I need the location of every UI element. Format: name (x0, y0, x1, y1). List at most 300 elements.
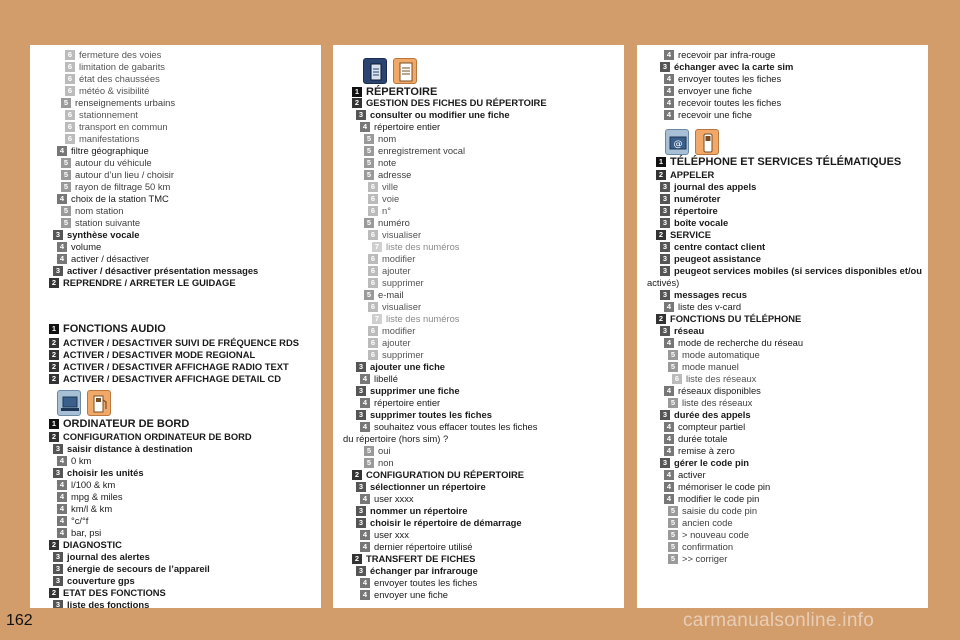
level-badge: 4 (57, 456, 67, 466)
column-2 (333, 45, 624, 608)
menu-item-label: limitation de gabarits (79, 61, 165, 72)
menu-item-level-3 (30, 599, 321, 608)
menu-item-label: ajouter (382, 337, 411, 348)
menu-item-level-4 (637, 433, 928, 445)
menu-item-label: visualiser (382, 229, 422, 240)
menu-item-label: user xxx (374, 529, 409, 540)
menu-item-label: libellé (374, 373, 398, 384)
menu-item-label: choisir le répertoire de démarrage (370, 517, 522, 528)
menu-item-level-3 (637, 289, 928, 301)
menu-item-level-6 (30, 133, 321, 145)
level-badge: 1 (352, 87, 362, 97)
menu-item-level-4 (333, 421, 624, 433)
menu-item-label: couverture gps (67, 575, 135, 586)
level-badge: 5 (668, 542, 678, 552)
menu-item-label: choix de la station TMC (71, 193, 169, 204)
menu-item-level-6 (333, 193, 624, 205)
menu-item-level-4 (637, 481, 928, 493)
menu-item-level-2 (30, 361, 321, 373)
menu-item-level-4 (30, 491, 321, 503)
menu-item-level-4 (637, 97, 928, 109)
menu-item-label: messages recus (674, 289, 747, 300)
menu-item-level-3 (637, 241, 928, 253)
fuel-pump-icon (87, 390, 111, 416)
level-badge: 4 (57, 242, 67, 252)
menu-item-level-5 (333, 457, 624, 469)
menu-item-label: peugeot services mobiles (si services disponibles et/ou (674, 265, 923, 276)
menu-item-level-5 (637, 541, 928, 553)
menu-item-label: liste des numéros (386, 313, 460, 324)
level-badge: 4 (664, 74, 674, 84)
menu-item-level-5 (333, 445, 624, 457)
menu-item-label: boîte vocale (674, 217, 729, 228)
mobile-phone-icon (695, 129, 719, 155)
menu-item-level-3 (30, 575, 321, 587)
menu-item-label: mpg & miles (71, 491, 123, 502)
menu-item-label: l/100 & km (71, 479, 116, 490)
menu-item-label: nom station (75, 205, 124, 216)
level-badge: 3 (660, 62, 670, 72)
menu-item-label: supprimer (382, 349, 424, 360)
menu-item-level-1 (30, 322, 321, 336)
level-badge: 2 (49, 432, 59, 442)
level-badge: 7 (372, 242, 382, 252)
level-badge: 3 (356, 362, 366, 372)
level-badge: 3 (660, 326, 670, 336)
level-badge: 4 (664, 446, 674, 456)
level-badge: 4 (664, 302, 674, 312)
menu-item-label: station suivante (75, 217, 141, 228)
level-badge: 5 (364, 158, 374, 168)
menu-item-level-4 (30, 479, 321, 491)
menu-item-label: renseignements urbains (75, 97, 176, 108)
menu-item-level-4 (30, 241, 321, 253)
menu-item-label: météo & visibilité (79, 85, 150, 96)
menu-item-label: RÉPERTOIRE (366, 86, 438, 98)
menu-item-label: durée des appels (674, 409, 751, 420)
menu-item-level-2 (333, 553, 624, 565)
menu-item-label: visualiser (382, 301, 422, 312)
menu-item-label: APPELER (670, 169, 715, 180)
menu-item-label: réseau (674, 325, 705, 336)
menu-item-level-3 (637, 217, 928, 229)
level-badge: 1 (49, 324, 59, 334)
menu-item-label: DIAGNOSTIC (63, 539, 122, 550)
menu-item-label: envoyer une fiche (678, 85, 753, 96)
level-badge: 2 (352, 98, 362, 108)
menu-item-label: numéro (378, 217, 410, 228)
level-badge: 3 (53, 552, 63, 562)
menu-item-level-2 (637, 169, 928, 181)
level-badge: 6 (65, 122, 75, 132)
level-badge: 2 (656, 230, 666, 240)
menu-item-label: FONCTIONS AUDIO (63, 323, 166, 335)
level-badge: 5 (668, 362, 678, 372)
menu-item-label: saisir distance à destination (67, 443, 193, 454)
level-badge: 2 (49, 374, 59, 384)
menu-item-label: choisir les unités (67, 467, 144, 478)
menu-item-label: dernier répertoire utilisé (374, 541, 473, 552)
menu-item-level-5 (333, 133, 624, 145)
menu-item-level-3 (30, 551, 321, 563)
level-badge: 4 (360, 542, 370, 552)
menu-item-label: CONFIGURATION DU RÉPERTOIRE (366, 469, 524, 480)
menu-item-level-2 (30, 539, 321, 551)
menu-item-label: km/l & km (71, 503, 113, 514)
menu-item-level-4 (30, 515, 321, 527)
menu-item-label: nom (378, 133, 397, 144)
menu-item-label: enregistrement vocal (378, 145, 466, 156)
level-badge: 5 (364, 446, 374, 456)
menu-item-label: ajouter (382, 265, 411, 276)
level-badge: 4 (664, 338, 674, 348)
level-badge: 5 (364, 134, 374, 144)
menu-item-label: mémoriser le code pin (678, 481, 771, 492)
menu-item-label: > nouveau code (682, 529, 749, 540)
menu-item-label: envoyer une fiche (374, 589, 449, 600)
level-badge: 5 (61, 170, 71, 180)
menu-item-level-5 (637, 505, 928, 517)
menu-item-level-5 (333, 145, 624, 157)
menu-item-label: supprimer (382, 277, 424, 288)
menu-item-level-6 (333, 277, 624, 289)
menu-item-level-5 (637, 361, 928, 373)
menu-item-label: liste des numéros (386, 241, 460, 252)
level-badge: 4 (360, 422, 370, 432)
menu-item-level-4 (637, 493, 928, 505)
level-badge: 4 (664, 98, 674, 108)
menu-item-label: ETAT DES FONCTIONS (63, 587, 166, 598)
menu-item-level-3 (637, 61, 928, 73)
menu-item-level-wrap (637, 277, 928, 289)
menu-item-level-6 (333, 337, 624, 349)
menu-item-level-6 (333, 229, 624, 241)
menu-item-level-3 (637, 409, 928, 421)
menu-item-label: °c/°f (71, 515, 89, 526)
level-badge: 3 (53, 468, 63, 478)
laptop-icon (57, 390, 81, 416)
level-badge: 3 (660, 410, 670, 420)
menu-item-level-4 (637, 337, 928, 349)
menu-item-label: non (378, 457, 394, 468)
level-badge: 6 (65, 62, 75, 72)
level-badge: 6 (368, 206, 378, 216)
menu-item-label: autour du véhicule (75, 157, 152, 168)
menu-item-level-3 (333, 505, 624, 517)
menu-item-level-3 (637, 457, 928, 469)
menu-item-level-5 (637, 517, 928, 529)
menu-item-label: mode automatique (682, 349, 760, 360)
level-badge: 4 (664, 470, 674, 480)
menu-item-level-2 (30, 587, 321, 599)
menu-item-label: adresse (378, 169, 412, 180)
menu-item-level-6 (30, 49, 321, 61)
level-badge: 4 (57, 528, 67, 538)
level-badge: 4 (360, 590, 370, 600)
level-badge: 3 (660, 218, 670, 228)
menu-item-level-6 (333, 265, 624, 277)
menu-item-level-6 (30, 61, 321, 73)
menu-item-label: envoyer toutes les fiches (678, 73, 782, 84)
menu-item-label: modifier le code pin (678, 493, 760, 504)
menu-item-level-7 (333, 313, 624, 325)
level-badge: 5 (364, 290, 374, 300)
menu-item-level-4 (637, 469, 928, 481)
level-badge: 5 (364, 170, 374, 180)
menu-item-label: gérer le code pin (674, 457, 750, 468)
menu-item-level-6 (30, 85, 321, 97)
menu-item-label: recevoir par infra-rouge (678, 49, 776, 60)
level-badge: 3 (660, 290, 670, 300)
level-badge: 4 (57, 194, 67, 204)
level-badge: 5 (668, 530, 678, 540)
menu-item-label: TÉLÉPHONE ET SERVICES TÉLÉMATIQUES (670, 156, 902, 168)
menu-item-label: ancien code (682, 517, 733, 528)
menu-item-level-6 (333, 253, 624, 265)
level-badge: 6 (368, 350, 378, 360)
menu-item-level-6 (30, 109, 321, 121)
menu-item-level-2 (333, 97, 624, 109)
menu-item-level-5 (30, 217, 321, 229)
menu-item-label: manifestations (79, 133, 140, 144)
menu-item-level-5 (30, 205, 321, 217)
level-badge: 4 (57, 254, 67, 264)
menu-item-level-5 (30, 97, 321, 109)
level-badge: 3 (356, 518, 366, 528)
menu-item-label: SERVICE (670, 229, 711, 240)
level-badge: 4 (57, 146, 67, 156)
level-badge: 3 (660, 458, 670, 468)
watermark: carmanualsonline.info (683, 610, 875, 631)
level-badge: 4 (664, 482, 674, 492)
menu-item-label: REPRENDRE / ARRETER LE GUIDAGE (63, 277, 236, 288)
menu-item-label: user xxxx (374, 493, 414, 504)
menu-item-level-2 (30, 349, 321, 361)
menu-item-level-3 (30, 229, 321, 241)
menu-item-label: répertoire (674, 205, 718, 216)
level-badge: 5 (61, 98, 71, 108)
menu-item-level-5 (637, 349, 928, 361)
menu-item-label: journal des alertes (67, 551, 150, 562)
level-badge: 3 (356, 410, 366, 420)
menu-item-label: voie (382, 193, 400, 204)
menu-item-level-2 (333, 469, 624, 481)
menu-item-level-5 (333, 169, 624, 181)
menu-item-label: liste des v-card (678, 301, 742, 312)
menu-item-label: oui (378, 445, 391, 456)
menu-item-level-6 (637, 373, 928, 385)
level-badge: 3 (356, 506, 366, 516)
menu-item-level-6 (333, 301, 624, 313)
notepad-icon (393, 58, 417, 84)
level-badge: 5 (364, 218, 374, 228)
level-badge: 5 (668, 506, 678, 516)
level-badge: 2 (656, 314, 666, 324)
level-badge: 5 (61, 218, 71, 228)
menu-item-label: bar, psi (71, 527, 102, 538)
menu-item-level-4 (333, 397, 624, 409)
menu-item-level-4 (30, 193, 321, 205)
menu-item-label: activer / désactiver (71, 253, 150, 264)
menu-item-label: peugeot assistance (674, 253, 762, 264)
page-number: 162 (6, 612, 33, 629)
menu-item-level-5 (637, 553, 928, 565)
menu-item-level-5 (637, 529, 928, 541)
menu-item-level-5 (637, 397, 928, 409)
menu-item-level-2 (30, 373, 321, 385)
menu-item-level-3 (333, 517, 624, 529)
menu-item-label: liste des fonctions (67, 599, 150, 608)
level-badge: 3 (53, 564, 63, 574)
menu-item-level-4 (637, 49, 928, 61)
menu-item-label: échanger par infrarouge (370, 565, 478, 576)
level-badge: 3 (53, 230, 63, 240)
menu-item-label: état des chaussées (79, 73, 160, 84)
menu-item-label: activer / désactiver présentation messages (67, 265, 259, 276)
level-badge: 1 (656, 157, 666, 167)
level-badge: 6 (65, 134, 75, 144)
level-badge: 3 (660, 194, 670, 204)
level-badge: 5 (668, 554, 678, 564)
menu-item-label: FONCTIONS DU TÉLÉPHONE (670, 313, 802, 324)
menu-item-label: autour d’un lieu / choisir (75, 169, 175, 180)
menu-item-label: réseaux disponibles (678, 385, 761, 396)
menu-item-label: ville (382, 181, 399, 192)
menu-item-label: ajouter une fiche (370, 361, 446, 372)
menu-item-level-4 (30, 527, 321, 539)
directory-icons (363, 58, 417, 84)
menu-item-level-3 (333, 481, 624, 493)
menu-item-level-6 (30, 121, 321, 133)
level-badge: 4 (664, 86, 674, 96)
menu-item-level-3 (30, 443, 321, 455)
level-badge: 6 (368, 326, 378, 336)
menu-item-level-4 (30, 145, 321, 157)
menu-item-level-3 (333, 565, 624, 577)
menu-item-level-5 (30, 169, 321, 181)
level-badge: 6 (65, 74, 75, 84)
menu-item-label: supprimer une fiche (370, 385, 460, 396)
level-badge: 3 (660, 266, 670, 276)
menu-item-level-3 (30, 563, 321, 575)
level-badge: 3 (660, 242, 670, 252)
menu-item-label: durée totale (678, 433, 728, 444)
level-badge: 4 (664, 434, 674, 444)
menu-item-level-3 (333, 385, 624, 397)
menu-item-label: liste des réseaux (686, 373, 757, 384)
address-book-icon (363, 58, 387, 84)
level-badge: 4 (664, 110, 674, 120)
level-badge: 2 (352, 554, 362, 564)
menu-item-level-6 (333, 181, 624, 193)
menu-item-level-6 (333, 349, 624, 361)
menu-item-label: ACTIVER / DESACTIVER AFFICHAGE DETAIL CD (63, 373, 282, 384)
menu-item-level-3 (637, 205, 928, 217)
menu-item-level-4 (333, 577, 624, 589)
level-badge: 5 (61, 206, 71, 216)
level-badge: 4 (664, 494, 674, 504)
level-badge: 4 (360, 530, 370, 540)
level-badge: 5 (668, 398, 678, 408)
menu-item-level-4 (637, 85, 928, 97)
level-badge: 3 (53, 266, 63, 276)
level-badge: 2 (49, 350, 59, 360)
menu-item-label: répertoire entier (374, 121, 441, 132)
level-badge: 4 (360, 494, 370, 504)
column-3 (637, 45, 928, 608)
menu-item-label: énergie de secours de l’appareil (67, 563, 210, 574)
menu-item-label: modifier (382, 325, 416, 336)
email-icon (665, 129, 689, 155)
level-badge: 2 (49, 338, 59, 348)
level-badge: 6 (368, 302, 378, 312)
svg-text:@: @ (673, 139, 683, 150)
menu-item-label: filtre géographique (71, 145, 149, 156)
level-badge: 6 (368, 230, 378, 240)
level-badge: 4 (57, 516, 67, 526)
level-badge: 6 (65, 86, 75, 96)
menu-item-level-2 (637, 313, 928, 325)
level-badge: 3 (53, 600, 63, 608)
level-badge: 4 (57, 480, 67, 490)
level-badge: 5 (61, 158, 71, 168)
menu-item-level-3 (637, 265, 928, 277)
menu-item-label: centre contact client (674, 241, 766, 252)
level-badge: 4 (360, 374, 370, 384)
level-badge: 6 (368, 182, 378, 192)
level-badge: 2 (656, 170, 666, 180)
menu-item-label: remise à zero (678, 445, 735, 456)
menu-item-level-wrap (333, 433, 624, 445)
menu-item-level-5 (333, 157, 624, 169)
menu-item-label: synthèse vocale (67, 229, 140, 240)
menu-item-label: activés) (647, 277, 680, 288)
level-badge: 6 (65, 110, 75, 120)
menu-item-level-2 (30, 277, 321, 289)
menu-item-level-5 (333, 289, 624, 301)
menu-item-level-3 (637, 193, 928, 205)
menu-item-label: saisie du code pin (682, 505, 758, 516)
level-badge: 6 (65, 50, 75, 60)
menu-item-label: recevoir une fiche (678, 109, 752, 120)
level-badge: 6 (672, 374, 682, 384)
menu-item-label: mode de recherche du réseau (678, 337, 804, 348)
level-badge: 2 (49, 362, 59, 372)
menu-item-level-3 (637, 181, 928, 193)
menu-item-level-4 (30, 503, 321, 515)
menu-item-label: stationnement (79, 109, 138, 120)
menu-item-level-4 (637, 445, 928, 457)
menu-item-label: activer (678, 469, 706, 480)
menu-item-level-4 (637, 109, 928, 121)
menu-item-level-5 (30, 157, 321, 169)
menu-item-label: liste des réseaux (682, 397, 753, 408)
menu-item-label: CONFIGURATION ORDINATEUR DE BORD (63, 431, 252, 442)
level-badge: 6 (368, 266, 378, 276)
menu-item-label: transport en commun (79, 121, 168, 132)
level-badge: 2 (49, 540, 59, 550)
level-badge: 3 (660, 254, 670, 264)
menu-item-label: 0 km (71, 455, 92, 466)
menu-item-label: numéroter (674, 193, 721, 204)
level-badge: 3 (356, 386, 366, 396)
menu-item-level-4 (333, 529, 624, 541)
menu-item-level-2 (30, 337, 321, 349)
menu-item-level-3 (637, 253, 928, 265)
level-badge: 4 (664, 386, 674, 396)
menu-item-level-7 (333, 241, 624, 253)
menu-item-label: du répertoire (hors sim) ? (343, 433, 449, 444)
